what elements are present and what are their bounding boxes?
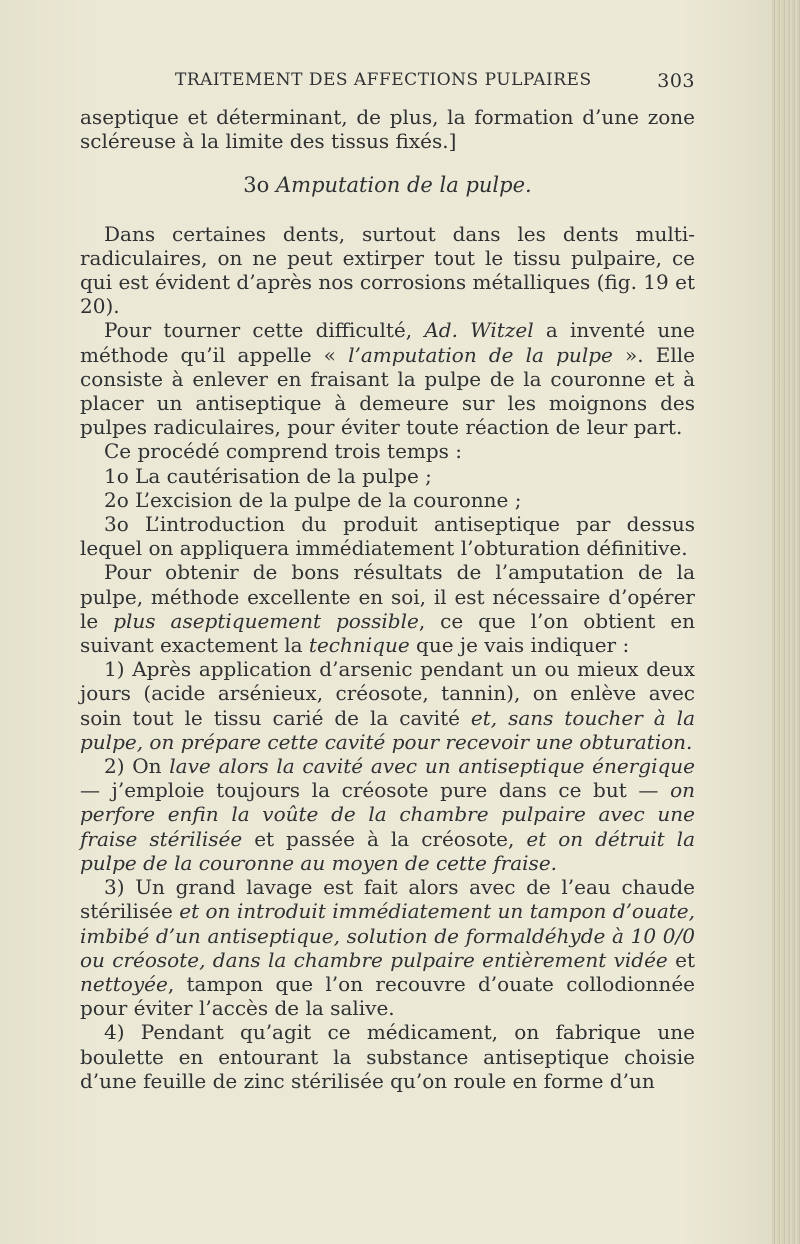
emphasis: et on introduit immédiatement un tampon d’ouate, imbibé d’un antiseptique, solution de formaldéhyde à 10 0/0 ou créosote, dans la chambre pulpaire entièrement vidée xyxy=(80,899,696,972)
section-heading xyxy=(80,173,695,197)
text-run: et xyxy=(667,947,695,972)
text-run: 1) Après application d’arsenic pendant un ou mieux deux jours (acide arsénieux, créosote, tannin), on enlève avec soin tout le tissu carié de la cavité xyxy=(80,657,695,730)
text-run: , ce que l’on obtient en suivant exactement la xyxy=(80,608,696,658)
paragraph: Ce procédé comprend trois temps : xyxy=(104,439,463,464)
text-run: 2) On xyxy=(104,754,170,779)
emphasis: lave alors la cavité avec un antiseptique énergique xyxy=(169,754,695,779)
text-run: Pour tourner cette difficulté, xyxy=(104,318,425,343)
emphasis: plus aseptiquement possible xyxy=(113,608,419,633)
step-4: 4) Pendant qu’agit ce médicament, on fabrique une boulette en entourant la substance antiseptique choisie d’une feuille de zinc stérilisée qu’on roule en forme d’un xyxy=(80,1020,695,1093)
term: l’amputation de la pulpe xyxy=(348,342,613,367)
text-run: et passée à la créosote, xyxy=(242,826,527,851)
emphasis: technique xyxy=(308,633,410,658)
text-run: — j’emploie toujours la créosote pure dans ce but — xyxy=(80,778,671,803)
paragraph xyxy=(80,318,695,439)
list-item: 2o L’excision de la pulpe de la couronne ; xyxy=(104,487,522,512)
paragraph: aseptique et déterminant, de plus, la formation d’une zone scléreuse à la limite des tissus fixés.] xyxy=(80,105,695,154)
text-run: que je vais indiquer : xyxy=(409,633,630,658)
page-number: 303 xyxy=(657,70,695,92)
section-title: Amputation de la pulpe. xyxy=(275,173,532,198)
step-1 xyxy=(80,657,695,754)
body-text xyxy=(80,105,695,1093)
paragraph: Dans certaines dents, surtout dans les dents multi-radiculaires, on ne peut extirper tout le tissu pulpaire, ce qui est évident d’après nos corrosions métalliques (fig. 19 et 20). xyxy=(80,221,695,319)
text-run: ». Elle consiste à enlever en fraisant la pulpe de la couronne et à placer un antiseptique à demeure sur les moignons des pulpes radiculaires, pour éviter toute réaction de leur part. xyxy=(80,342,695,440)
author-name: Ad. Witzel xyxy=(424,318,534,343)
header-title: TRAITEMENT DES AFFECTIONS PULPAIRES xyxy=(175,70,592,90)
text-run: Pour obtenir de bons résultats de l’amputation de la pulpe, méthode excellente en soi, il est nécessaire d’opérer le xyxy=(80,560,695,633)
step-3 xyxy=(80,875,695,1020)
emphasis: et, sans toucher à la pulpe, on prépare cette cavité pour recevoir une obturation. xyxy=(80,705,695,754)
emphasis: nettoyée xyxy=(80,971,168,996)
list-item: 1o La cautérisation de la pulpe ; xyxy=(104,463,432,488)
text-run: a inventé une méthode qu’il appelle « xyxy=(80,318,695,367)
paragraph xyxy=(80,560,695,657)
text-run: 3) Un grand lavage est fait alors avec de l’eau chaude stérilisée xyxy=(80,875,695,924)
emphasis: on perfore enfin la voûte de la chambre pulpaire avec une fraise stérilisée xyxy=(80,778,695,851)
page-edge xyxy=(772,0,800,1244)
step-2 xyxy=(80,754,695,875)
text-run: , tampon que l’on recouvre d’ouate collodionnée pour éviter l’accès de la salive. xyxy=(80,971,695,1021)
section-number: 3o xyxy=(243,173,276,198)
list-item: 3o L’introduction du produit antiseptique par dessus lequel on appliquera immédiatement l’obturation définitive. xyxy=(80,512,695,561)
emphasis: et on détruit la pulpe de la couronne au moyen de cette fraise. xyxy=(80,826,695,875)
